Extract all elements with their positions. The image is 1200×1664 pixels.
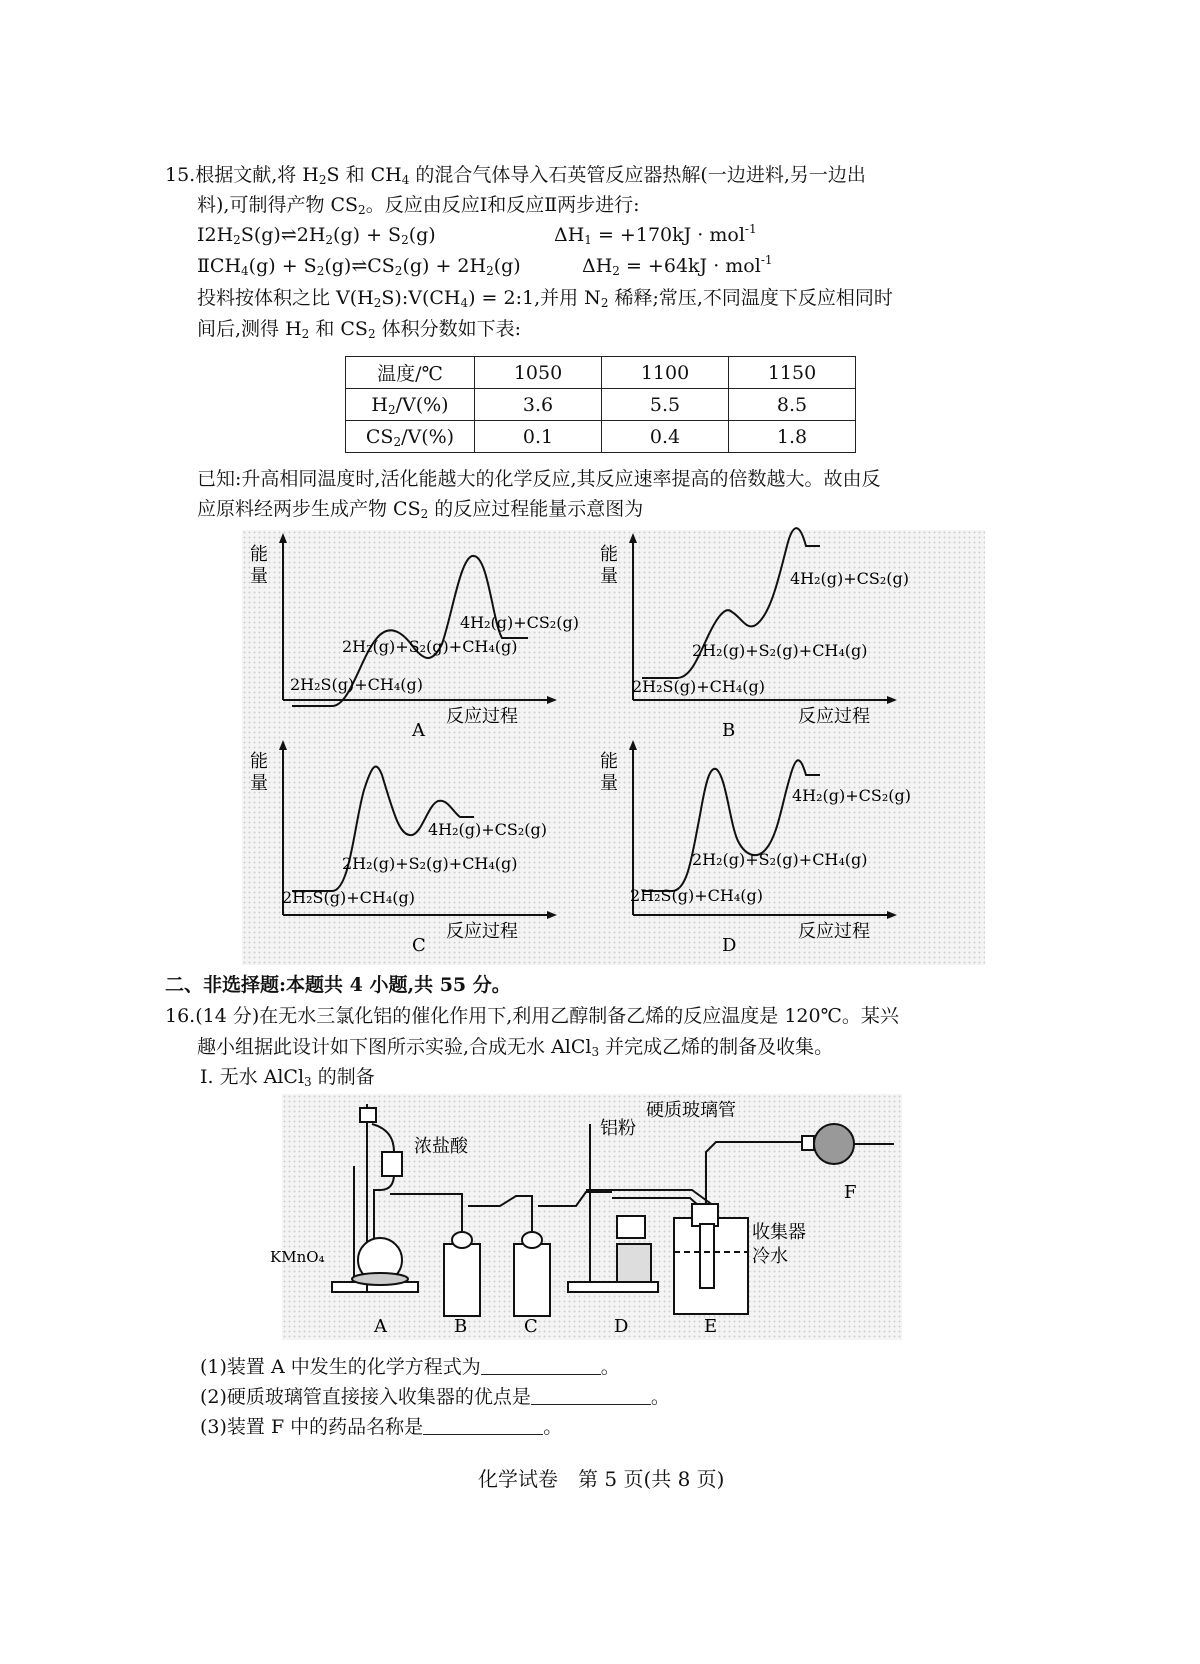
product-label: 4H₂(g)+CS₂(g) <box>792 786 912 805</box>
reactant-label: 2H₂S(g)+CH₄(g) <box>282 888 415 907</box>
y-axis-label: 量 <box>600 566 618 587</box>
table-cell: 3.6 <box>475 389 602 421</box>
y-axis-label: 量 <box>250 566 268 587</box>
intermediate-label: 2H₂(g)+S₂(g)+CH₄(g) <box>692 850 868 869</box>
table-cell: 8.5 <box>729 389 856 421</box>
q15-line5: 投料按体积之比 $V(H_2S):V(CH_4)$ = 2:1,并用 $N_2$ 稀释;常压,不同温度下反应相同时 <box>197 287 893 310</box>
y-axis-label: 能 <box>600 544 618 565</box>
x-axis-label: 反应过程 <box>798 706 870 727</box>
unit-label-B: B <box>454 1316 468 1337</box>
diagram-A[interactable] <box>250 538 579 741</box>
energy-diagrams-svg <box>242 530 985 965</box>
table-cell: 1050 <box>475 357 602 389</box>
q16-sub1: Ⅰ. 无水 AlCl$_3$ 的制备 <box>200 1066 375 1089</box>
q15-known1: 已知:升高相同温度时,活化能越大的化学反应,其反应速率提高的倍数越大。故由反 <box>197 468 881 490</box>
reactant-label: 2H₂S(g)+CH₄(g) <box>630 886 763 905</box>
table-row <box>346 421 856 453</box>
answer-blank-3[interactable] <box>423 1416 543 1435</box>
q16-line2: 趣小组据此设计如下图所示实验,合成无水 AlCl$_3$ 并完成乙烯的制备及收集。 <box>197 1036 834 1059</box>
reaction-1: $Ⅰ2H_2S(g)\rightleftharpoons 2H_2(g) + S_2(g)$ $\Delta H_1 = +170kJ \cdot mol^{-1}$ <box>197 222 757 247</box>
option-label-A: A <box>412 720 425 741</box>
product-label: 4H₂(g)+CS₂(g) <box>428 820 548 839</box>
diagram-C[interactable] <box>250 745 552 956</box>
q16-q2: (2)硬质玻璃管直接接入收集器的优点是 。 <box>200 1386 670 1408</box>
option-label-C: C <box>412 935 426 956</box>
apparatus-svg <box>270 1094 902 1340</box>
intermediate-label: 2H₂(g)+S₂(g)+CH₄(g) <box>342 637 518 656</box>
apparatus-figure <box>270 1094 902 1340</box>
table-cell: $H_2/V(\%)$ <box>346 389 475 421</box>
q15-line1: 15.根据文献,将 $H_2S$ 和 $CH_4$ 的混合气体导入石英管反应器热解(一边进料,另一边出 <box>165 164 866 187</box>
unit-label-E: E <box>704 1316 718 1337</box>
q15-line2: 料),可制得产物 $CS_2$。反应由反应Ⅰ和反应Ⅱ两步进行: <box>197 194 640 217</box>
unit-label-A: A <box>374 1316 387 1337</box>
answer-blank-1[interactable] <box>481 1356 601 1375</box>
q16-q3: (3)装置 F 中的药品名称是 。 <box>200 1416 563 1438</box>
table-cell: 0.1 <box>475 421 602 453</box>
reactant-label: 2H₂S(g)+CH₄(g) <box>290 675 423 694</box>
table-row <box>346 357 856 389</box>
product-label: 4H₂(g)+CS₂(g) <box>460 613 580 632</box>
q16-q1: (1)装置 A 中发生的化学方程式为 。 <box>200 1356 620 1378</box>
energy-diagrams <box>242 530 985 965</box>
table-cell: $CS_2/V(\%)$ <box>346 421 475 453</box>
table-cell: 0.4 <box>602 421 729 453</box>
unit-label-D: D <box>614 1316 629 1337</box>
table-cell: 温度/℃ <box>346 357 475 389</box>
label-hcl: 浓盐酸 <box>414 1136 468 1157</box>
data-table <box>345 356 856 453</box>
label-kmno4: KMnO₄ <box>270 1248 325 1266</box>
table-cell: 1.8 <box>729 421 856 453</box>
x-axis-label: 反应过程 <box>798 921 870 942</box>
y-axis-label: 能 <box>600 751 618 772</box>
y-axis-label: 能 <box>250 751 268 772</box>
table-cell: 1150 <box>729 357 856 389</box>
diagram-B[interactable] <box>600 528 909 741</box>
label-collector: 收集器 <box>752 1222 806 1243</box>
q15-line6: 间后,测得 $H_2$ 和 $CS_2$ 体积分数如下表: <box>197 318 522 341</box>
label-tube: 硬质玻璃管 <box>646 1100 736 1121</box>
product-label: 4H₂(g)+CS₂(g) <box>790 569 910 588</box>
intermediate-label: 2H₂(g)+S₂(g)+CH₄(g) <box>342 854 518 873</box>
table-cell: 5.5 <box>602 389 729 421</box>
y-axis-label: 量 <box>250 773 268 794</box>
intermediate-label: 2H₂(g)+S₂(g)+CH₄(g) <box>692 641 868 660</box>
reaction-2: $ⅡCH_4(g)$ + $S_2(g)\rightleftharpoons CS_2(g) + 2H_2(g)$ $\Delta H_2 = +64kJ \cdot mol^{-1}$ <box>197 253 773 278</box>
page-footer: 化学试卷 第 5 页(共 8 页) <box>478 1467 725 1491</box>
section-title: 二、非选择题:本题共 4 小题,共 55 分。 <box>165 974 511 996</box>
y-axis-label: 量 <box>600 773 618 794</box>
label-al: 铝粉 <box>600 1118 636 1139</box>
answer-blank-2[interactable] <box>531 1386 651 1405</box>
y-axis-label: 能 <box>250 544 268 565</box>
unit-label-C: C <box>524 1316 538 1337</box>
q16-line1: 16.(14 分)在无水三氯化铝的催化作用下,利用乙醇制备乙烯的反应温度是 120℃。某兴 <box>165 1005 899 1027</box>
q15-known2: 应原料经两步生成产物 $CS_2$ 的反应过程能量示意图为 <box>197 498 644 521</box>
x-axis-label: 反应过程 <box>446 706 518 727</box>
option-label-D: D <box>722 935 737 956</box>
table-row <box>346 389 856 421</box>
diagram-D[interactable] <box>600 745 911 956</box>
reactant-label: 2H₂S(g)+CH₄(g) <box>632 677 765 696</box>
option-label-B: B <box>722 720 736 741</box>
x-axis-label: 反应过程 <box>446 921 518 942</box>
label-water: 冷水 <box>752 1246 788 1267</box>
label-F: F <box>844 1182 857 1203</box>
table-cell: 1100 <box>602 357 729 389</box>
